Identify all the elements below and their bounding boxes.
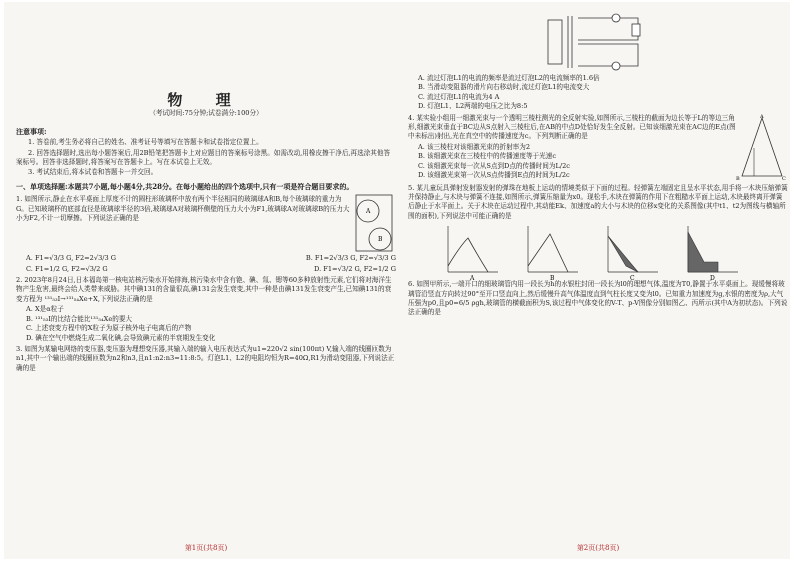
graph-label-a: A [470, 275, 475, 283]
question-6: 6. 如图甲所示,一端开口的细玻璃管内用一段长为h的水银柱封闭一段长为l0的理想气体,温度为T0,静置于水平桌面上。现缓慢将玻璃管沿竖直方向转过90°至开口竖直向上,然后缓慢升高气体温度直到气柱长度又变为l0。已知重力加速度为g,水银的密度为ρ,大气压强为p0,且p0=6/5 ρgh,玻璃管的横截面积为S,该过程中气体变化的V-T、p-V图像分别如图乙、丙所示(其中A为初状态)。下列说法正确的是 [408, 280, 788, 317]
q4-option-a: A. 该三棱柱对该细激光束的折射率为2 [418, 142, 531, 151]
question-4: 4. 某实验小组用一细激光束与一个透明三棱柱测光的全反射实验,如图所示,三棱柱的截面为边长等于L的等边三角形,细激光束垂直于BC边从S点射入三棱柱后,在AB的中点D处恰好发生全反射。已知该细激光束在AC边的E点(图中未标出)射出,光在真空中的传播速度为c。下列判断正确的是 [408, 113, 736, 141]
glass-balls-figure [352, 193, 396, 253]
exam-title: 物 理 [167, 91, 245, 109]
svg-text:C: C [782, 175, 786, 182]
q3-option-b: B. 当滑动变阻器的滑片向右移动时,流过灯泡L1的电流变大 [418, 83, 590, 92]
note-2: 2. 回答选择题时,选出每小题答案后,用2B铅笔把答题卡上对应题目的答案标号涂黑。如需改动,用橡皮擦干净后,再选涂其他答案标号。回答非选择题时,将答案写在答题卡上。写在本试卷上无效。 [16, 148, 391, 167]
q3-option-a: A. 流过灯泡L1的电流的频率是流过灯泡L2的电流频率的1.6倍 [418, 74, 600, 82]
graph-label-d: D [710, 275, 715, 283]
q2-option-d: D. 碘在空气中燃烧生成二氧化碘,会导致碘元素的半衰期发生变化 [26, 333, 216, 342]
page-2-footer: 第2页(共8页) [576, 543, 620, 552]
transformer-circuit-figure [538, 10, 648, 74]
exam-subtitle: （考试时间:75分钟;试卷满分:100分） [149, 109, 263, 118]
page-1 [16, 10, 396, 555]
svg-text:A: A [760, 113, 764, 120]
page-2 [408, 10, 788, 555]
q3-option-d: D. 灯泡L1、L2两端的电压之比为8:5 [418, 102, 528, 111]
prism-figure [736, 112, 788, 182]
q2-option-a: A. X是α粒子 [26, 305, 64, 314]
note-3: 3. 考试结束后,将本试卷和答题卡一并交回。 [28, 168, 158, 177]
section-1-heading: 一、单项选择题:本题共7小题,每小题4分,共28分。在每小题给出的四个选项中,只有一项是符合题目要求的。 [16, 181, 354, 191]
q3-option-c: C. 流过灯泡L1的电流为4 A [418, 92, 500, 101]
note-1: 1. 答卷前,考生务必将自己的姓名、准考证号等填写在答题卡和试卷指定位置上。 [28, 138, 263, 147]
svg-text:B: B [736, 175, 740, 182]
notes-heading: 注意事项: [16, 126, 47, 136]
q4-option-d: D. 该细激光束第一次从S点传播到E点的时间为L/2c [418, 171, 570, 180]
svg-text:A: A [366, 208, 371, 216]
graph-label-c: C [630, 275, 635, 283]
graphs-q5-figure [408, 222, 778, 283]
q4-option-c: C. 该细激光束每一次从S点到D点的传播时间为L/2c [418, 161, 570, 170]
q1-option-d: D. F1=√3/2 G, F2=1/2 G [314, 264, 396, 273]
page-1-footer: 第1页(共8页) [184, 543, 228, 552]
q2-option-b: B. ¹³¹₅₃I的比结合能比¹³¹₅₄Xe的要大 [26, 314, 133, 323]
svg-text:B: B [378, 236, 383, 244]
exam-sheet [4, 2, 790, 559]
graph-label-b: B [550, 275, 555, 283]
q4-option-b: B. 该细激光束在三棱柱中的传播速度等于光速c [418, 152, 557, 161]
q1-option-a: A. F1=√3/3 G, F2=2√3/3 G [26, 254, 117, 263]
q2-option-c: C. 上述衰变方程中的X粒子为原子核外电子电离后的产物 [26, 324, 192, 333]
question-3: 3. 如图为某输电网络的变压器,变压器为理想变压器,其输入端的输入电压表达式为u1=220√2 sin(100πt) V,输入端的线圈匝数为n1,其中一个输出端的线圈匝数为n2和n3,且n1:n2:n3=11:8:5。灯泡L1、L2的电阻均恒为R=40Ω,R1为滑动变阻器,下列说法正确的是 [16, 344, 395, 372]
question-2: 2. 2023年8月24日,日本福岛第一核电站核污染水开始排海,核污染水中含有铯、碘、氚、锶等60多种放射性元素,它们将对海洋生物产生危害,最终会给人类带来威胁。其中碘131的含量很高,碘131会发生衰变,其中一种是由碘131发生衰变产生,已知碘131的衰变方程为 ¹³¹₅₃I→¹³¹₅₄Xe+X,下列说法正确的是 [16, 276, 392, 303]
q1-option-b: B. F1=2√3/3 G, F2=√3/3 G [305, 254, 396, 263]
q1-option-c: C. F1=1/2 G, F2=√3/2 G [26, 264, 108, 273]
question-5: 5. 某儿童玩具弹射发射器发射的弹珠在地板上运动的情境类似于下面的过程。轻弹簧左端固定且呈水平状态,用手将一木块压缩弹簧并保持静止,与木块与弹簧不连接,如图所示,弹簧压缩量为x0。现松手,木块在弹簧的作用下在粗糙水平面上运动,木块最终离开弹簧后静止于水平面上。关于木块在运动过程中,其动能Ek、加速度a的大小与木块的位移x变化的关系图像(其中t1、t2为图线与横轴所围的面积),下列说法中可能正确的是 [408, 183, 788, 220]
question-1: 1. 如图所示,静止在水平桌面上厚度不计的圆柱形玻璃杯中放有两个半径相同的玻璃球A和B,每个玻璃球的重力为G。已知玻璃杯的底部直径是玻璃球半径的3倍,玻璃球A对玻璃杯侧壁的压力大小为F1,玻璃球A对玻璃球B的压力大小为F2,不计一切摩擦。下列说法正确的是 [16, 195, 350, 223]
